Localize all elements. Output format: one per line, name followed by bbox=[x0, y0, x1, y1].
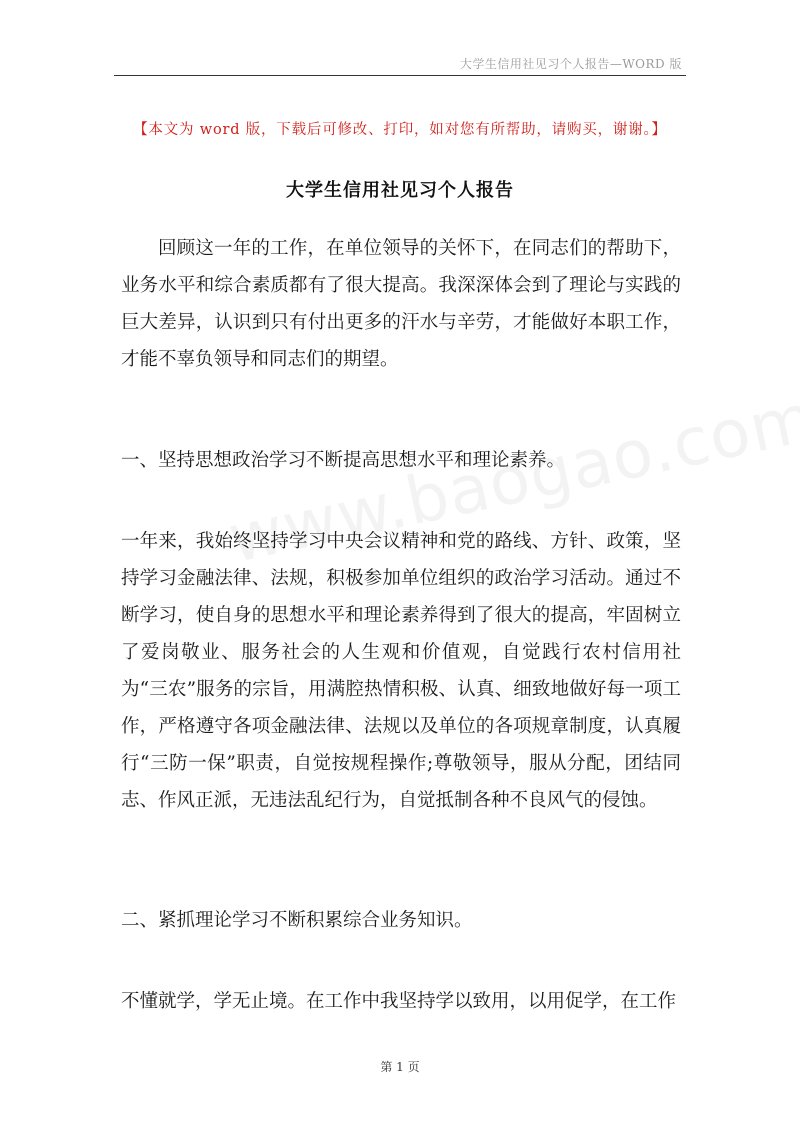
header-divider bbox=[114, 75, 686, 76]
running-header: 大学生信用社见习个人报告—WORD 版 bbox=[459, 57, 682, 71]
document-title: 大学生信用社见习个人报告 bbox=[286, 180, 514, 201]
page-number: 第 1 页 bbox=[380, 1060, 420, 1074]
download-notice: 【本文为 word 版，下载后可修改、打印，如对您有所帮助，请购买，谢谢。】 bbox=[133, 122, 667, 138]
section-heading-1: 一、坚持思想政治学习不断提高思想水平和理论素养。 bbox=[121, 450, 566, 471]
section-heading-2: 二、紧抓理论学习不断积累综合业务知识。 bbox=[121, 910, 473, 931]
paragraph-intro: 回顾这一年的工作，在单位领导的关怀下，在同志们的帮助下，业务水平和综合素质都有了很大提高。我深深体会到了理论与实践的巨大差异，认识到只有付出更多的汗水与辛劳，才能做好本职工作，才能不辜负领导和同志们的期望。 bbox=[121, 238, 681, 370]
paragraph-section-2: 不懂就学，学无止境。在工作中我坚持学以致用，以用促学，在工作 bbox=[121, 991, 677, 1012]
paragraph-section-1: 一年来，我始终坚持学习中央会议精神和党的路线、方针、政策，坚持学习金融法律、法规，积极参加单位组织的政治学习活动。通过不断学习，使自身的思想水平和理论素养得到了很大的提高，牢固树立了爱岗敬业、服务社会的人生观和价值观，自觉践行农村信用社为“三农”服务的宗旨，用满腔热情积极、认真、细致地做好每一项工作，严格遵守各项金融法律、法规以及单位的各项规章制度，认真履行“三防一保”职责，自觉按规程操作;尊敬领导，服从分配，团结同志、作风正派，无违法乱纪行为，自觉抵制各种不良风气的侵蚀。 bbox=[121, 531, 681, 811]
